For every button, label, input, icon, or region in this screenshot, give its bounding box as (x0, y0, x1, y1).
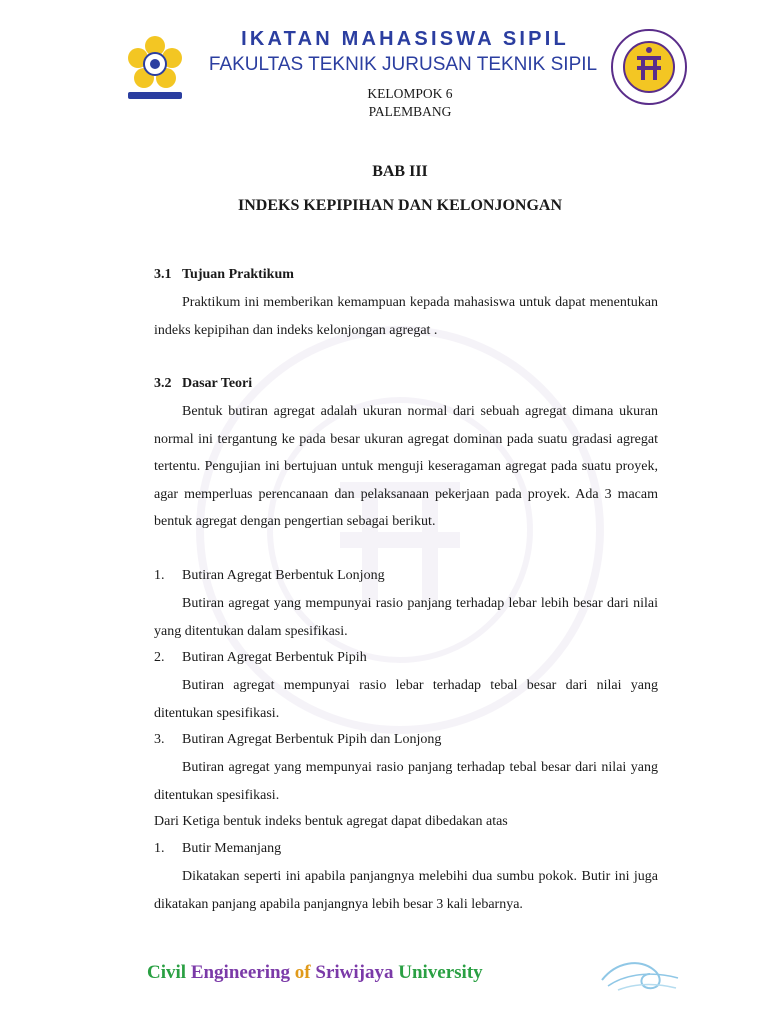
footer-slogan (147, 962, 483, 984)
list-item-number: 3. (154, 732, 165, 747)
organization-title: IKATAN MAHASISWA SIPIL (241, 28, 569, 50)
list-item (154, 841, 281, 857)
footer-word-university: University (398, 962, 483, 983)
section-title: Dasar Teori (182, 376, 253, 391)
organization-subtitle: FAKULTAS TEKNIK JURUSAN TEKNIK SIPIL (208, 54, 598, 75)
paragraph: Praktikum ini memberikan kemampuan kepada mahasiswa untuk dapat menentukan indeks kepipihan dan indeks kelonjongan agregat . (154, 295, 658, 338)
paragraph: Butiran agregat mempunyai rasio lebar terhadap tebal besar dari nilai yang ditentukan spesifikasi. (154, 678, 658, 721)
section-heading (154, 376, 252, 392)
group-label: KELOMPOK 6 (367, 86, 453, 101)
paragraph: Dikatakan seperti ini apabila panjangnya melebihi dua sumbu pokok. Butir ini juga dikatakan panjang apabila panjangnya lebih besar 3 kali lebarnya. (154, 869, 658, 912)
list-item-number: 1. (154, 841, 165, 856)
list-item-title: Butir Memanjang (182, 841, 282, 856)
list-item-title: Butiran Agregat Berbentuk Lonjong (182, 568, 385, 583)
association-seal-logo (610, 28, 688, 106)
section-title: Tujuan Praktikum (182, 267, 294, 282)
paragraph: Butiran agregat yang mempunyai rasio panjang terhadap tebal besar dari nilai yang ditentukan spesifikasi. (154, 760, 658, 803)
footer-word-civil: Civil (147, 962, 187, 983)
section-number: 3.2 (154, 376, 172, 391)
footer-word-engineering: Engineering (190, 962, 291, 983)
list-item (154, 732, 441, 748)
chapter-number: BAB III (372, 163, 428, 180)
list-item (154, 568, 385, 584)
paragraph: Bentuk butiran agregat adalah ukuran normal dari sebuah agregat dimana ukuran normal ini tergantung ke pada besar ukuran agregat dominan pada suatu gradasi agregat tertentu. Pengujian ini bertujuan untuk menguji keseragaman agregat pada suatu proyek, agar memperluas perencanaan dan pelaksanaan pekerjaan pada proyek. Ada 3 macam bentuk agregat dengan pengertian sebagai berikut. (154, 404, 658, 529)
list-item-title: Butiran Agregat Berbentuk Pipih dan Lonjong (182, 732, 442, 747)
section-heading (154, 267, 294, 283)
paragraph: Butiran agregat yang mempunyai rasio panjang terhadap lebar lebih besar dari nilai yang ditentukan dalam spesifikasi. (154, 596, 658, 639)
swirl-ornament-icon (598, 950, 682, 996)
footer-word-of: of (294, 962, 311, 983)
list-item-number: 1. (154, 568, 165, 583)
list-item (154, 650, 367, 666)
footer-word-sriwijaya: Sriwijaya (315, 962, 394, 983)
list-item-number: 2. (154, 650, 165, 665)
intro-line: Dari Ketiga bentuk indeks bentuk agregat dapat dibedakan atas (154, 814, 508, 829)
section-number: 3.1 (154, 267, 172, 282)
city-label: PALEMBANG (368, 104, 452, 119)
list-item-title: Butiran Agregat Berbentuk Pipih (182, 650, 367, 665)
chapter-title: INDEKS KEPIPIHAN DAN KELONJONGAN (237, 197, 563, 214)
